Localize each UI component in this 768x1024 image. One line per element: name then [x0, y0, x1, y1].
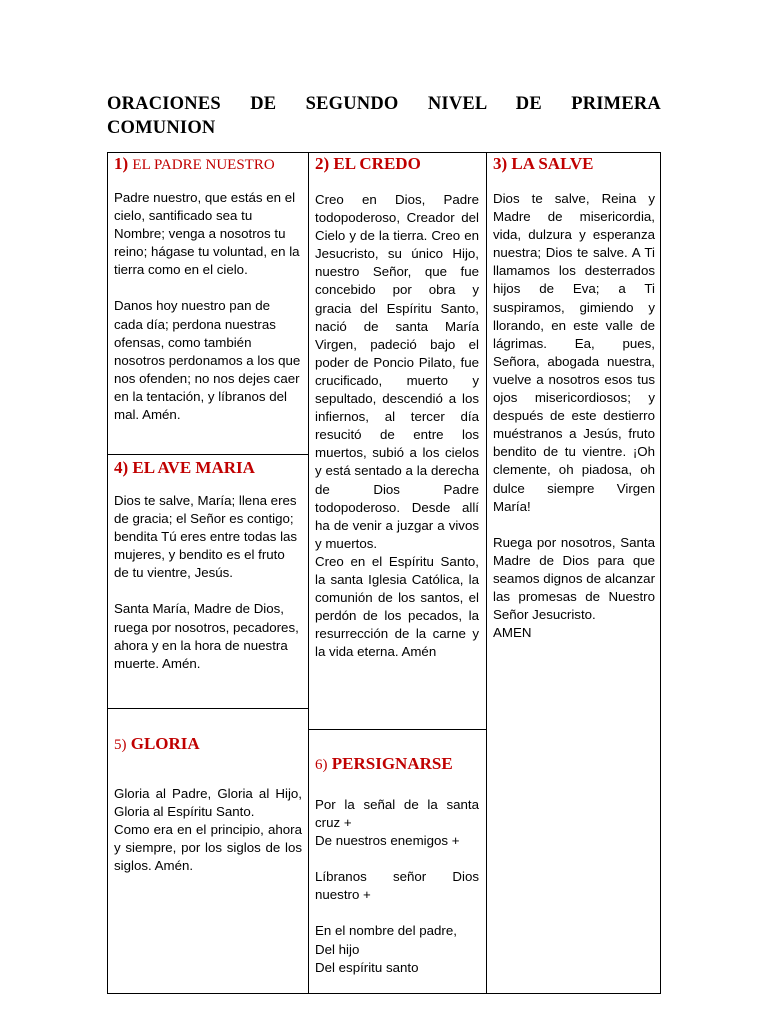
persignarse-line: Líbranos señor Dios nuestro +	[315, 869, 479, 903]
cell-persignarse	[315, 754, 479, 977]
padre-nuestro-text	[114, 189, 302, 424]
padre-nuestro-title: EL PADRE NUESTRO	[132, 157, 275, 173]
credo-paragraph: Creo en el Espíritu Santo, la santa Iglesia Católica, la comunión de los santos, el perdón de los pecados, la resurrección de la carne y la vida eterna. Amén	[315, 553, 479, 660]
gloria-title: GLORIA	[130, 734, 200, 753]
persignarse-text	[315, 796, 479, 977]
persignarse-title: PERSIGNARSE	[331, 754, 453, 773]
column-divider-2	[486, 152, 487, 994]
ave-maria-text	[114, 492, 302, 673]
credo-paragraph: Creo en Dios, Padre todopoderoso, Creador del Cielo y de la tierra. Creo en Jesucristo, su único Hijo, nuestro Señor, que fue concebido por obra y gracia del Espíritu Santo, nació de santa María Virgen, padeció bajo el poder de Poncio Pilato, fue crucificado, muerto y sepultado, descendió a los infiernos, al tercer día resucitó de entre los muertos, subió a los cielos y está sentado a la derecha de Dios Padre todopoderoso. Desde allí ha de venir a juzgar a vivos y muertos.	[315, 192, 479, 551]
persignarse-heading	[315, 754, 479, 775]
padre-nuestro-number: 1)	[114, 154, 129, 173]
persignarse-number: 6)	[315, 757, 328, 773]
gloria-text	[114, 785, 302, 875]
title-line-1: ORACIONES DE SEGUNDO NIVEL DE PRIMERA	[107, 94, 661, 114]
cell-credo	[315, 154, 479, 661]
row-divider-col1-b	[107, 708, 309, 709]
ave-maria-heading: 4) EL AVE MARIA	[114, 458, 255, 477]
persignarse-line: Por la señal de la santa cruz +	[315, 797, 479, 831]
salve-paragraph: Dios te salve, Reina y Madre de misericordia, vida, dulzura y esperanza nuestra; Dios te salve. A Ti llamamos los desterrados hijos de Eva; a Ti suspiramos, gimiendo y llorando, en este valle de lágrimas. Ea, pues, Señora, abogada nuestra, vuelve a nosotros esos tus ojos misericordiosos; y después de este destierro muéstranos a Jesús, fruto bendito de tu vientre. ¡Oh clemente, oh piadosa, oh dulce siempre Virgen María!	[493, 191, 655, 514]
persignarse-line: Del espíritu santo	[315, 959, 419, 975]
credo-text	[315, 191, 479, 661]
table-top-border	[107, 152, 661, 153]
gloria-paragraph: Gloria al Padre, Gloria al Hijo, Gloria al Espíritu Santo.	[114, 786, 302, 820]
gloria-heading	[114, 734, 302, 755]
table-left-border	[107, 152, 108, 994]
padre-nuestro-heading	[114, 154, 302, 175]
cell-gloria	[114, 734, 302, 875]
credo-heading: 2) EL CREDO	[315, 154, 421, 173]
gloria-number: 5)	[114, 737, 127, 753]
padre-nuestro-paragraph: Padre nuestro, que estás en el cielo, santificado sea tu Nombre; venga a nosotros tu reino; hágase tu voluntad, en la tierra como en el cielo.	[114, 190, 300, 278]
title-line-2: COMUNION	[107, 118, 216, 138]
padre-nuestro-paragraph: Danos hoy nuestro pan de cada día; perdona nuestras ofensas, como también nosotros perdonamos a los que nos ofenden; no nos dejes caer en la tentación, y líbranos del mal. Amén.	[114, 298, 301, 423]
row-divider-col2	[308, 729, 487, 730]
column-divider-1	[308, 152, 309, 994]
table-bottom-border	[107, 993, 661, 994]
salve-text	[493, 190, 655, 642]
persignarse-line: Del hijo	[315, 941, 360, 957]
persignarse-line: En el nombre del padre,	[315, 923, 457, 939]
salve-heading: 3) LA SALVE	[493, 154, 594, 173]
persignarse-line: De nuestros enemigos +	[315, 833, 460, 849]
cell-salve	[493, 154, 655, 642]
document-title	[107, 92, 661, 140]
cell-padre-nuestro	[114, 154, 302, 424]
ave-maria-paragraph: Santa María, Madre de Dios, ruega por nosotros, pecadores, ahora y en la hora de nuestra muerte. Amén.	[114, 601, 299, 671]
cell-ave-maria	[114, 458, 302, 673]
gloria-paragraph: Como era en el principio, ahora y siempre, por los siglos de los siglos. Amén.	[114, 822, 302, 874]
ave-maria-paragraph: Dios te salve, María; llena eres de gracia; el Señor es contigo; bendita Tú eres entre todas las mujeres, y bendito es el fruto de tu vientre, Jesús.	[114, 493, 298, 581]
table-right-border	[660, 152, 661, 994]
salve-amen: AMEN	[493, 625, 532, 641]
salve-paragraph: Ruega por nosotros, Santa Madre de Dios para que seamos dignos de alcanzar las promesas de Nuestro Señor Jesucristo.	[493, 534, 655, 623]
row-divider-col1-a	[107, 454, 309, 455]
